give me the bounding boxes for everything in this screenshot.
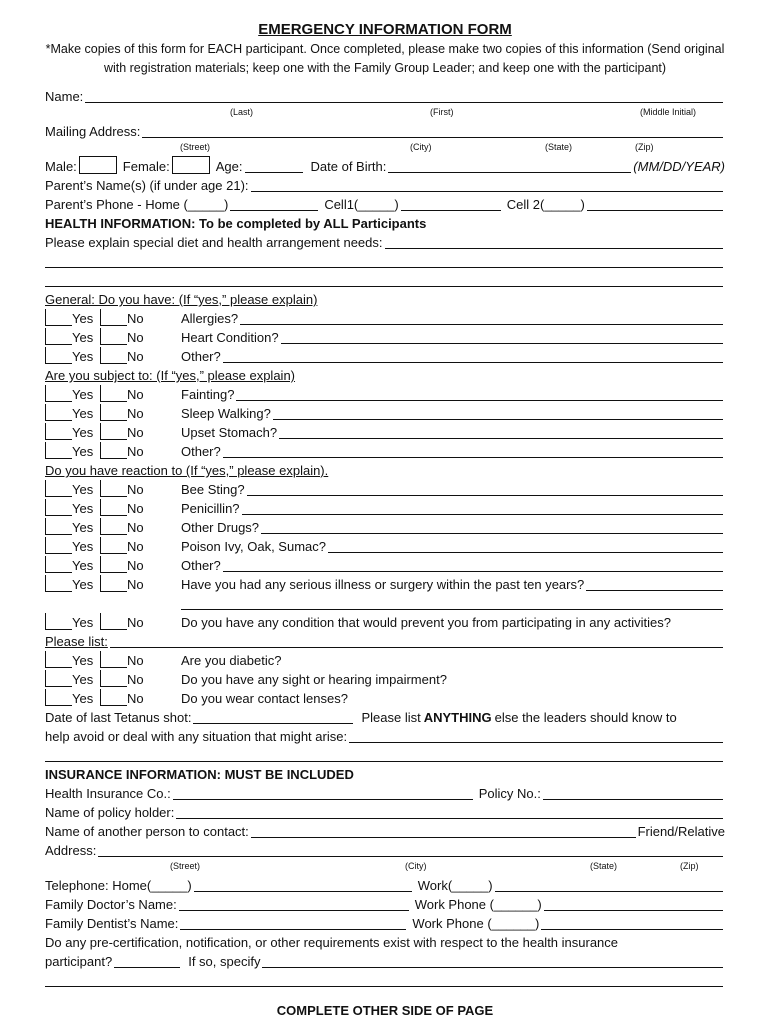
contact-label: Name of another person to contact: xyxy=(45,824,249,839)
no-checkbox[interactable] xyxy=(100,537,127,554)
question-label: Do you have any condition that would prevent you from participating in any activities? xyxy=(181,615,671,630)
answer-field[interactable] xyxy=(586,576,723,591)
insurance-header: INSURANCE INFORMATION: MUST BE INCLUDED xyxy=(45,767,354,782)
no-checkbox[interactable] xyxy=(100,328,127,345)
yes-checkbox[interactable] xyxy=(45,480,72,497)
policy-no-field[interactable] xyxy=(543,785,723,800)
illness-line-2 xyxy=(45,594,725,613)
precert-row-2 xyxy=(45,952,725,971)
home-phone-field[interactable] xyxy=(230,196,318,211)
dentist-field[interactable] xyxy=(180,915,406,930)
cell1-label: Cell1(_____) xyxy=(324,197,399,212)
cell2-label: Cell 2(_____) xyxy=(506,197,585,212)
yes-checkbox[interactable] xyxy=(45,670,72,687)
contact-row xyxy=(45,822,725,841)
male-label: Male: xyxy=(45,159,77,174)
question-label: Do you have any sight or hearing impairment? xyxy=(181,672,447,687)
health-ins-field[interactable] xyxy=(173,785,473,800)
no-checkbox[interactable] xyxy=(100,480,127,497)
telephone-row xyxy=(45,876,725,895)
q-fainting: Yes No Fainting? xyxy=(45,385,725,404)
age-label: Age: xyxy=(215,159,243,174)
male-checkbox[interactable] xyxy=(79,156,117,174)
no-checkbox[interactable] xyxy=(100,385,127,402)
state-sublabel: (State) xyxy=(545,142,573,152)
answer-field[interactable] xyxy=(273,405,723,420)
form-page xyxy=(45,20,725,1022)
mailing-field[interactable] xyxy=(142,123,723,138)
city-sublabel: (City) xyxy=(410,142,432,152)
yes-checkbox[interactable] xyxy=(45,499,72,516)
yes-checkbox[interactable] xyxy=(45,556,72,573)
no-checkbox[interactable] xyxy=(100,613,127,630)
female-checkbox[interactable] xyxy=(172,156,210,174)
general-heading: General: Do you have: (If “yes,” please explain) xyxy=(45,292,318,307)
no-checkbox[interactable] xyxy=(100,309,127,326)
q-poison-ivy: Yes No Poison Ivy, Oak, Sumac? xyxy=(45,537,725,556)
telephone-field[interactable] xyxy=(194,877,412,892)
yes-checkbox[interactable] xyxy=(45,423,72,440)
mailing-row xyxy=(45,122,725,141)
q-sleep-walking: Yes No Sleep Walking? xyxy=(45,404,725,423)
answer-field[interactable] xyxy=(247,481,723,496)
health-ins-label: Health Insurance Co.: xyxy=(45,786,171,801)
dentist-label: Family Dentist’s Name: xyxy=(45,916,179,931)
yes-checkbox[interactable] xyxy=(45,442,72,459)
q-penicillin: Yes No Penicillin? xyxy=(45,499,725,518)
yes-checkbox[interactable] xyxy=(45,613,72,630)
question-label: Poison Ivy, Oak, Sumac? xyxy=(181,539,326,554)
precert-answer-field[interactable] xyxy=(114,953,180,968)
question-label: Have you had any serious illness or surgery within the past ten years? xyxy=(181,577,585,592)
health-ins-row xyxy=(45,784,725,803)
yes-checkbox[interactable] xyxy=(45,328,72,345)
address-label: Address: xyxy=(45,843,97,858)
city-sublabel: (City) xyxy=(405,861,427,871)
q-sight-hearing: Yes No Do you have any sight or hearing impairment? xyxy=(45,670,725,689)
tetanus-field[interactable] xyxy=(193,709,353,724)
street-sublabel: (Street) xyxy=(170,861,201,871)
holder-label: Name of policy holder: xyxy=(45,805,175,820)
please-list-row xyxy=(45,632,725,651)
yes-checkbox[interactable] xyxy=(45,651,72,668)
name-field[interactable] xyxy=(85,88,723,103)
avoid-line-2[interactable] xyxy=(45,746,725,765)
no-checkbox[interactable] xyxy=(100,404,127,421)
please-list-field[interactable] xyxy=(110,633,723,648)
parents-label: Parent’s Name(s) (if under age 21): xyxy=(45,178,249,193)
dob-field[interactable] xyxy=(388,158,631,173)
q-other-general: Yes No Other? xyxy=(45,347,725,366)
form-title: EMERGENCY INFORMATION FORM xyxy=(258,21,512,38)
diet-field[interactable] xyxy=(385,234,723,249)
diet-line-3[interactable] xyxy=(45,271,725,290)
question-label: Fainting? xyxy=(181,387,235,402)
question-label: Heart Condition? xyxy=(181,330,279,345)
last-sublabel: (Last) xyxy=(230,107,254,117)
name-label: Name: xyxy=(45,89,84,104)
specify-line-2[interactable] xyxy=(45,971,725,990)
diet-line-2[interactable] xyxy=(45,252,725,271)
no-checkbox[interactable] xyxy=(100,499,127,516)
avoid-field[interactable] xyxy=(349,728,723,743)
question-label: Other? xyxy=(181,349,221,364)
health-header: HEALTH INFORMATION: To be completed by ALL Participants xyxy=(45,216,427,231)
specify-label: If so, specify xyxy=(188,954,261,969)
yes-checkbox[interactable] xyxy=(45,689,72,706)
dentist-work-phone-label: Work Phone (______) xyxy=(412,916,540,931)
female-label: Female: xyxy=(122,159,170,174)
yes-checkbox[interactable] xyxy=(45,309,72,326)
state-sublabel: (State) xyxy=(590,861,618,871)
copy-instructions: *Make copies of this form for EACH participant. Once completed, please make two copies of this information (Send original with registration materials; keep one with the Family Group Leader; and keep one with the participant) xyxy=(45,42,725,75)
age-field[interactable] xyxy=(245,158,303,173)
anything-post: else the leaders should know to xyxy=(494,710,677,725)
doctor-work-phone-field[interactable] xyxy=(544,896,723,911)
dentist-row xyxy=(45,914,725,933)
address-field[interactable] xyxy=(98,842,723,857)
holder-row xyxy=(45,803,725,822)
q-allergies: Yes No Allergies? xyxy=(45,309,725,328)
holder-field[interactable] xyxy=(176,804,723,819)
yes-checkbox[interactable] xyxy=(45,385,72,402)
avoid-row xyxy=(45,727,725,746)
reaction-heading: Do you have reaction to (If “yes,” please explain). xyxy=(45,463,329,478)
q-heart: Yes No Heart Condition? xyxy=(45,328,725,347)
q-serious-illness: Yes No Have you had any serious illness or surgery within the past ten years? xyxy=(45,575,725,594)
no-checkbox[interactable] xyxy=(100,556,127,573)
parents-field[interactable] xyxy=(251,177,723,192)
dentist-work-phone-field[interactable] xyxy=(541,915,723,930)
no-checkbox[interactable] xyxy=(100,423,127,440)
precert-participant-label: participant? xyxy=(45,954,113,969)
telephone-label: Telephone: Home(_____) xyxy=(45,878,192,893)
doctor-field[interactable] xyxy=(179,896,409,911)
yes-checkbox[interactable] xyxy=(45,404,72,421)
answer-field[interactable] xyxy=(240,310,723,325)
question-label: Penicillin? xyxy=(181,501,240,516)
illness-answer-field[interactable] xyxy=(181,595,723,610)
dob-format: (MM/DD/YEAR) xyxy=(633,159,725,174)
no-checkbox[interactable] xyxy=(100,347,127,364)
work-field[interactable] xyxy=(495,877,723,892)
no-checkbox[interactable] xyxy=(100,575,127,592)
name-sublabels xyxy=(45,106,725,122)
please-list-label: Please list: xyxy=(45,634,108,649)
avoid-label: help avoid or deal with any situation that might arise: xyxy=(45,729,348,744)
middle-sublabel: (Middle Initial) xyxy=(640,107,697,117)
answer-field[interactable] xyxy=(242,500,723,515)
no-checkbox[interactable] xyxy=(100,518,127,535)
street-sublabel: (Street) xyxy=(180,142,211,152)
yes-checkbox[interactable] xyxy=(45,575,72,592)
address-sublabels xyxy=(45,860,725,876)
precert-row-1 xyxy=(45,933,725,952)
cell1-field[interactable] xyxy=(401,196,501,211)
doctor-work-phone-label: Work Phone (______) xyxy=(414,897,542,912)
dob-label: Date of Birth: xyxy=(310,159,387,174)
q-upset-stomach: Yes No Upset Stomach? xyxy=(45,423,725,442)
question-label: Other? xyxy=(181,558,221,573)
question-label: Sleep Walking? xyxy=(181,406,271,421)
contact-field[interactable] xyxy=(251,823,636,838)
friend-relative-label: Friend/Relative xyxy=(637,824,725,839)
no-checkbox[interactable] xyxy=(100,689,127,706)
work-label: Work(_____) xyxy=(417,878,493,893)
answer-field[interactable] xyxy=(279,424,723,439)
question-label: Other? xyxy=(181,444,221,459)
footer-note: COMPLETE OTHER SIDE OF PAGE xyxy=(276,1003,494,1018)
answer-field[interactable] xyxy=(223,348,723,363)
q-other-drugs: Yes No Other Drugs? xyxy=(45,518,725,537)
answer-field[interactable] xyxy=(223,443,723,458)
doctor-label: Family Doctor’s Name: xyxy=(45,897,177,912)
gender-row xyxy=(45,157,725,176)
parent-phone-row xyxy=(45,195,725,214)
q-contact-lenses: Yes No Do you wear contact lenses? xyxy=(45,689,725,708)
specify-field[interactable] xyxy=(262,953,723,968)
q-bee-sting: Yes No Bee Sting? xyxy=(45,480,725,499)
first-sublabel: (First) xyxy=(430,107,454,117)
answer-field[interactable] xyxy=(281,329,723,344)
yes-checkbox[interactable] xyxy=(45,347,72,364)
answer-field[interactable] xyxy=(328,538,723,553)
parents-row xyxy=(45,176,725,195)
mailing-sublabels xyxy=(45,141,725,157)
policy-no-label: Policy No.: xyxy=(478,786,541,801)
question-label: Do you wear contact lenses? xyxy=(181,691,348,706)
precert-label: Do any pre-certification, notification, or other requirements exist with respect to the health insurance xyxy=(45,935,619,950)
question-label: Other Drugs? xyxy=(181,520,260,535)
mailing-label: Mailing Address: xyxy=(45,124,141,139)
subject-heading: Are you subject to: (If “yes,” please explain) xyxy=(45,368,296,383)
anything-bold: ANYTHING xyxy=(423,710,492,725)
no-checkbox[interactable] xyxy=(100,670,127,687)
answer-field[interactable] xyxy=(223,557,723,572)
yes-checkbox[interactable] xyxy=(45,518,72,535)
question-label: Allergies? xyxy=(181,311,239,326)
home-phone-label: Parent’s Phone - Home (_____) xyxy=(45,197,229,212)
diet-label: Please explain special diet and health arrangement needs: xyxy=(45,235,383,250)
q-other-reaction: Yes No Other? xyxy=(45,556,725,575)
address-row xyxy=(45,841,725,860)
zip-sublabel: (Zip) xyxy=(635,142,654,152)
tetanus-label: Date of last Tetanus shot: xyxy=(45,710,192,725)
anything-pre: Please list xyxy=(361,710,421,725)
tetanus-row xyxy=(45,708,725,727)
answer-field[interactable] xyxy=(261,519,723,534)
name-row xyxy=(45,87,725,106)
question-label: Are you diabetic? xyxy=(181,653,282,668)
q-diabetic: Yes No Are you diabetic? xyxy=(45,651,725,670)
doctor-row xyxy=(45,895,725,914)
diet-row xyxy=(45,233,725,252)
cell2-field[interactable] xyxy=(587,196,723,211)
question-label: Upset Stomach? xyxy=(181,425,278,440)
no-checkbox[interactable] xyxy=(100,442,127,459)
no-checkbox[interactable] xyxy=(100,651,127,668)
answer-field[interactable] xyxy=(236,386,723,401)
q-other-subject: Yes No Other? xyxy=(45,442,725,461)
yes-checkbox[interactable] xyxy=(45,537,72,554)
q-prevent-condition: Yes No Do you have any condition that would prevent you from participating in any activities? xyxy=(45,613,725,632)
question-label: Bee Sting? xyxy=(181,482,245,497)
zip-sublabel: (Zip) xyxy=(680,861,699,871)
